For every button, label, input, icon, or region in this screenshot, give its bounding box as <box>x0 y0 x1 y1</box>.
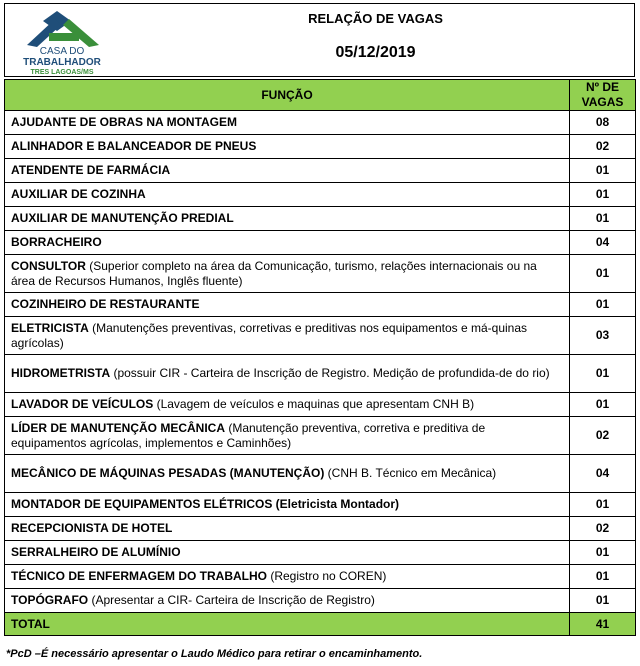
function-cell <box>5 517 570 541</box>
vagas-cell: 01 <box>570 293 636 317</box>
logo-line3: TRES LAGOAS/MS <box>30 69 94 76</box>
table-row <box>5 589 636 613</box>
function-name: COZINHEIRO DE RESTAURANTE <box>11 297 200 311</box>
function-description: (Lavagem de veículos e maquinas que apresentam CNH B) <box>153 397 475 411</box>
function-cell <box>5 355 570 393</box>
table-header-row <box>5 80 636 111</box>
function-name: AUXILIAR DE MANUTENÇÃO PREDIAL <box>11 211 234 225</box>
vagas-cell: 01 <box>570 589 636 613</box>
function-cell <box>5 417 570 455</box>
function-description: (Manutenção preventiva, corretiva e preditiva de equipamentos agrícolas, implementos e Caminhões) <box>11 420 486 450</box>
function-cell <box>5 135 570 159</box>
vagas-cell: 03 <box>570 317 636 355</box>
logo-line2: TRABALHADOR <box>23 57 101 68</box>
table-row <box>5 159 636 183</box>
function-description: (Manutenções preventivas, corretivas e preditivas nos equipamentos e má-quinas agrícolas) <box>11 320 528 350</box>
document-header <box>4 3 635 77</box>
function-description: (Superior completo na área da Comunicação, turismo, relações internacionais ou na área de Recursos Humanos, Inglês fluente) <box>11 258 537 288</box>
column-header-vagas <box>570 80 636 111</box>
function-name: BORRACHEIRO <box>11 235 102 249</box>
table-row <box>5 255 636 293</box>
table-row <box>5 393 636 417</box>
vagas-cell: 01 <box>570 159 636 183</box>
vagas-cell: 01 <box>570 207 636 231</box>
table-row <box>5 517 636 541</box>
vagas-cell: 01 <box>570 493 636 517</box>
footnote: *PcD –É necessário apresentar o Laudo Médico para retirar o encaminhamento. <box>6 648 423 660</box>
function-cell <box>5 183 570 207</box>
table-row <box>5 317 636 355</box>
column-header-vagas-line2: VAGAS <box>581 95 624 109</box>
function-name: HIDROMETRISTA <box>11 366 111 380</box>
total-row <box>5 613 636 636</box>
function-cell <box>5 231 570 255</box>
function-name: ELETRICISTA <box>11 320 89 335</box>
table-row <box>5 455 636 493</box>
function-cell <box>5 455 570 493</box>
table-row <box>5 111 636 135</box>
function-name: LÍDER DE MANUTENÇÃO MECÂNICA <box>11 420 225 435</box>
logo-line1: CASA DO <box>39 46 85 57</box>
function-name: ATENDENTE DE FARMÁCIA <box>11 163 171 177</box>
function-cell <box>5 393 570 417</box>
function-name: CONSULTOR <box>11 258 86 273</box>
table-row <box>5 207 636 231</box>
vagas-cell: 01 <box>570 541 636 565</box>
vagas-cell: 01 <box>570 183 636 207</box>
vacancies-table <box>4 79 636 636</box>
function-name: SERRALHEIRO DE ALUMÍNIO <box>11 545 181 559</box>
table-row <box>5 417 636 455</box>
function-name: TOPÓGRAFO <box>11 593 89 607</box>
table-row <box>5 493 636 517</box>
vagas-cell: 01 <box>570 565 636 589</box>
vagas-cell: 04 <box>570 455 636 493</box>
table-row <box>5 135 636 159</box>
table-row <box>5 183 636 207</box>
function-description: (Registro no COREN) <box>267 569 387 583</box>
page-date: 05/12/2019 <box>335 44 416 61</box>
function-cell <box>5 293 570 317</box>
function-name: RECEPCIONISTA DE HOTEL <box>11 521 173 535</box>
function-cell <box>5 159 570 183</box>
function-cell <box>5 493 570 517</box>
vagas-cell: 02 <box>570 417 636 455</box>
function-name: LAVADOR DE VEÍCULOS <box>11 397 154 411</box>
table-row <box>5 293 636 317</box>
table-row <box>5 565 636 589</box>
function-cell <box>5 565 570 589</box>
function-name: TÉCNICO DE ENFERMAGEM DO TRABALHO <box>11 569 267 583</box>
function-cell <box>5 111 570 135</box>
function-cell <box>5 255 570 293</box>
function-name: AJUDANTE DE OBRAS NA MONTAGEM <box>11 115 238 129</box>
total-value: 41 <box>570 613 636 636</box>
function-description: (CNH B. Técnico em Mecânica) <box>324 466 497 480</box>
function-cell <box>5 541 570 565</box>
vagas-cell: 01 <box>570 393 636 417</box>
function-name: ALINHADOR E BALANCEADOR DE PNEUS <box>11 139 257 153</box>
vagas-cell: 08 <box>570 111 636 135</box>
table-row <box>5 231 636 255</box>
function-cell <box>5 317 570 355</box>
vagas-cell: 01 <box>570 255 636 293</box>
column-header-vagas-line1: Nº DE <box>585 80 620 94</box>
vagas-cell: 04 <box>570 231 636 255</box>
function-name: MECÂNICO DE MÁQUINAS PESADAS (MANUTENÇÃO) <box>11 466 325 480</box>
header-text <box>117 4 634 76</box>
function-name: AUXILIAR DE COZINHA <box>11 187 146 201</box>
function-cell <box>5 589 570 613</box>
table-row <box>5 541 636 565</box>
vagas-cell: 01 <box>570 355 636 393</box>
function-description: (Apresentar a CIR- Carteira de Inscrição de Registro) <box>88 593 375 607</box>
casa-do-trabalhador-logo <box>9 7 115 77</box>
vagas-cell: 02 <box>570 135 636 159</box>
logo-graphic <box>9 7 115 77</box>
function-name: MONTADOR DE EQUIPAMENTOS ELÉTRICOS (Eletricista Montador) <box>11 497 400 511</box>
column-header-function: FUNÇÃO <box>5 80 570 111</box>
function-description: (possuir CIR - Carteira de Inscrição de Registro. Medição de profundida-de do rio) <box>110 366 550 380</box>
total-label: TOTAL <box>5 613 570 636</box>
function-cell <box>5 207 570 231</box>
page-title: RELAÇÃO DE VAGAS <box>308 11 443 26</box>
table-row <box>5 355 636 393</box>
vagas-cell: 02 <box>570 517 636 541</box>
